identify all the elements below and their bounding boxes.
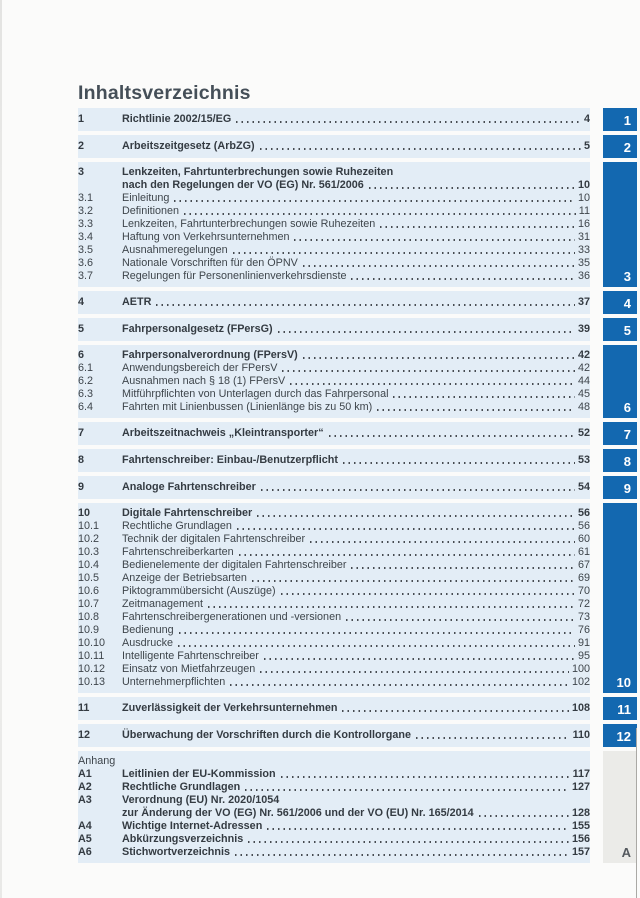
entry-number: 1 [78, 113, 85, 125]
entry-title: Regelungen für Personenlinienverkehrsdienste [122, 270, 347, 282]
entry-page: 5 [583, 140, 590, 152]
toc-block [78, 476, 590, 499]
toc-block [78, 697, 590, 720]
toc-entry [78, 140, 590, 153]
toc-line [78, 401, 590, 414]
toc-line [78, 218, 590, 231]
entry-page: 76 [577, 624, 590, 636]
dot-leader [260, 671, 569, 673]
chapter-tab: 8 [603, 449, 637, 472]
entry-number: 10.8 [78, 611, 100, 623]
entry-page: 16 [577, 218, 590, 230]
entry-title: Verordnung (EU) Nr. 2020/1054 [122, 794, 280, 806]
entry-page: 36 [577, 270, 590, 282]
dot-leader [393, 396, 575, 398]
entry-page: 91 [577, 637, 590, 649]
toc-block [78, 135, 590, 158]
entry-page: 157 [571, 846, 590, 858]
toc-line [78, 559, 590, 572]
toc-entry [78, 270, 590, 283]
toc-entry [78, 729, 590, 742]
toc-line [78, 585, 590, 598]
entry-number: 3.2 [78, 205, 94, 217]
entry-number: 10.7 [78, 598, 100, 610]
dot-leader [248, 841, 569, 843]
entry-page: 56 [577, 520, 590, 532]
dot-leader [346, 619, 575, 621]
entry-page: 72 [577, 598, 590, 610]
entry-number: A5 [78, 833, 92, 845]
toc-line [78, 598, 590, 611]
entry-title: Leitlinien der EU-Kommission [122, 768, 276, 780]
dot-leader [235, 854, 569, 856]
dot-leader [281, 776, 570, 778]
entry-page: 155 [571, 820, 590, 832]
entry-title: Einsatz von Mietfahrzeugen [122, 663, 256, 675]
toc-line [78, 257, 590, 270]
scan-edge-left [0, 0, 2, 898]
entry-page: 44 [577, 375, 590, 387]
toc-line [78, 846, 590, 859]
entry-title: Piktogrammübersicht (Auszüge) [122, 585, 276, 597]
entry-page: 95 [577, 650, 590, 662]
entry-page: 52 [577, 427, 590, 439]
entry-page: 10 [577, 179, 590, 191]
entry-title: Anzeige der Betriebsarten [122, 572, 247, 584]
toc-entry [78, 296, 590, 309]
chapter-tab: 5 [603, 318, 637, 341]
tab-rail [603, 0, 637, 898]
dot-leader [245, 789, 569, 791]
entry-title: Rechtliche Grundlagen [122, 781, 241, 793]
toc-entry [78, 820, 590, 833]
toc-entry [78, 650, 590, 663]
toc-line [78, 833, 590, 846]
entry-title: Nationale Vorschriften für den ÖPNV [122, 257, 298, 269]
toc-line [78, 231, 590, 244]
toc-line [78, 663, 590, 676]
entry-title: Fahrpersonalgesetz (FPersG) [122, 323, 273, 335]
entry-page: 45 [577, 388, 590, 400]
toc-block [78, 162, 590, 287]
toc-line [78, 296, 590, 309]
toc-line [78, 192, 590, 205]
toc-entry [78, 755, 590, 768]
entry-title: Unternehmerpflichten [122, 676, 226, 688]
entry-title: Arbeitszeitnachweis „Kleintransporter“ [122, 427, 324, 439]
dot-leader [260, 148, 581, 150]
toc-entry [78, 257, 590, 270]
toc-line [78, 729, 590, 742]
toc-line [78, 454, 590, 467]
toc-entry [78, 559, 590, 572]
toc-blocks [78, 108, 590, 867]
toc-entry [78, 572, 590, 585]
toc-line [78, 807, 590, 820]
dot-leader [267, 828, 569, 830]
toc-line [78, 349, 590, 362]
entry-title: Fahrpersonalverordnung (FPersV) [122, 349, 298, 361]
toc-entry [78, 585, 590, 598]
dot-leader [257, 515, 575, 517]
toc-entry [78, 520, 590, 533]
toc-entry [78, 205, 590, 218]
entry-title: Analoge Fahrtenschreiber [122, 481, 256, 493]
entry-number: 10.5 [78, 572, 100, 584]
toc-entry [78, 533, 590, 546]
dot-leader [174, 200, 575, 202]
dot-leader [179, 632, 575, 634]
dot-leader [416, 737, 570, 739]
entry-number: 10 [78, 507, 91, 519]
entry-title: Zeitmanagement [122, 598, 204, 610]
entry-number: 3.3 [78, 218, 94, 230]
toc-line [78, 427, 590, 440]
entry-page: 53 [577, 454, 590, 466]
entry-number: Anhang [78, 755, 116, 767]
dot-leader [237, 528, 575, 530]
toc-entry [78, 768, 590, 781]
toc-line [78, 166, 590, 179]
toc-entry [78, 218, 590, 231]
toc-entry [78, 388, 590, 401]
dot-leader [479, 815, 569, 817]
toc-line [78, 755, 590, 768]
toc-line [78, 113, 590, 126]
entry-title: Bedienelemente der digitalen Fahrtenschreiber [122, 559, 347, 571]
toc-line [78, 768, 590, 781]
chapter-tab: 6 [603, 345, 637, 418]
chapter-tab: 4 [603, 291, 637, 314]
entry-number: A2 [78, 781, 92, 793]
entry-title: Anwendungsbereich der FPersV [122, 362, 278, 374]
entry-number: 6.1 [78, 362, 94, 374]
entry-page: 42 [577, 362, 590, 374]
entry-title: nach den Regelungen der VO (EG) Nr. 561/2006 [122, 179, 364, 191]
entry-title: Stichwortverzeichnis [122, 846, 231, 858]
entry-title: Fahrtenschreiberkarten [122, 546, 234, 558]
toc-entry [78, 323, 590, 336]
dot-leader [156, 304, 575, 306]
entry-title: Lenkzeiten, Fahrtunterbrechungen sowie Ruhezeiten [122, 218, 376, 230]
entry-title: Technik der digitalen Fahrtenschreiber [122, 533, 306, 545]
toc-line [78, 650, 590, 663]
toc-line [78, 794, 590, 807]
entry-number: A1 [78, 768, 92, 780]
entry-number: 3.1 [78, 192, 94, 204]
dot-leader [239, 554, 575, 556]
entry-title: Rechtliche Grundlagen [122, 520, 232, 532]
entry-title: Digitale Fahrtenschreiber [122, 507, 253, 519]
entry-title: Überwachung der Vorschriften durch die Kontrollorgane [122, 729, 411, 741]
toc-entry [78, 598, 590, 611]
dot-leader [184, 213, 576, 215]
entry-page: 42 [577, 349, 590, 361]
entry-page: 100 [571, 663, 590, 675]
dot-leader [252, 580, 575, 582]
entry-page: 10 [577, 192, 590, 204]
entry-number: 11 [78, 702, 90, 714]
entry-title: Mitführpflichten von Unterlagen durch das Fahrpersonal [122, 388, 389, 400]
entry-number: 10.1 [78, 520, 100, 532]
entry-title: Abkürzungsverzeichnis [122, 833, 244, 845]
toc-line [78, 179, 590, 192]
toc-line [78, 140, 590, 153]
toc-entry [78, 611, 590, 624]
entry-number: 6.4 [78, 401, 94, 413]
chapter-tab: 12 [603, 724, 637, 747]
entry-title: Zuverlässigkeit der Verkehrsunternehmen [122, 702, 338, 714]
chapter-tab: 1 [603, 108, 637, 131]
toc-entry [78, 507, 590, 520]
entry-number: 10.9 [78, 624, 100, 636]
entry-title: Haftung von Verkehrsunternehmen [122, 231, 290, 243]
dot-leader [282, 370, 575, 372]
dot-leader [278, 331, 575, 333]
entry-number: 10.13 [78, 676, 106, 688]
toc-line [78, 611, 590, 624]
toc-entry [78, 231, 590, 244]
toc-entry [78, 624, 590, 637]
toc-line [78, 507, 590, 520]
toc-line [78, 781, 590, 794]
dot-leader [377, 409, 575, 411]
entry-title: Richtlinie 2002/15/EG [122, 113, 232, 125]
toc-line [78, 388, 590, 401]
dot-leader [281, 593, 575, 595]
toc-entry [78, 637, 590, 650]
entry-number: A3 [78, 794, 92, 806]
entry-title: Einleitung [122, 192, 170, 204]
entry-page: 70 [577, 585, 590, 597]
toc-line [78, 244, 590, 257]
entry-number: 9 [78, 481, 85, 493]
toc-line [78, 520, 590, 533]
dot-leader [310, 541, 575, 543]
toc-entry [78, 113, 590, 126]
toc-entry [78, 846, 590, 859]
dot-leader [233, 252, 575, 254]
entry-number: 3.6 [78, 257, 94, 269]
entry-number: 8 [78, 454, 85, 466]
toc-line [78, 546, 590, 559]
toc-block [78, 291, 590, 314]
entry-number: 6 [78, 349, 85, 361]
dot-leader [261, 489, 575, 491]
toc-line [78, 820, 590, 833]
toc-entry [78, 663, 590, 676]
entry-title: Ausnahmeregelungen [122, 244, 228, 256]
scan-edge-right [636, 728, 637, 898]
entry-page: 4 [583, 113, 590, 125]
entry-number: 10.12 [78, 663, 106, 675]
entry-number: 10.6 [78, 585, 100, 597]
entry-page: 11 [578, 205, 590, 217]
entry-title: Ausnahmen nach § 18 (1) FPersV [122, 375, 286, 387]
entry-number: 12 [78, 729, 91, 741]
dot-leader [230, 684, 569, 686]
entry-page: 37 [577, 296, 590, 308]
chapter-tab: 11 [603, 697, 637, 720]
toc-line [78, 702, 590, 715]
entry-page: 48 [577, 401, 590, 413]
toc-block [78, 345, 590, 418]
chapter-tab: A [603, 751, 637, 863]
toc-line [78, 205, 590, 218]
entry-page: 35 [577, 257, 590, 269]
toc-entry [78, 401, 590, 414]
toc-entry [78, 781, 590, 794]
dot-leader [178, 645, 575, 647]
toc-entry [78, 833, 590, 846]
entry-page: 156 [571, 833, 590, 845]
toc-line [78, 533, 590, 546]
toc-line [78, 270, 590, 283]
entry-title: AETR [122, 296, 152, 308]
entry-page: 128 [571, 807, 590, 819]
dot-leader [351, 567, 575, 569]
toc-block [78, 503, 590, 693]
chapter-tab: 9 [603, 476, 637, 499]
entry-page: 61 [577, 546, 590, 558]
toc-entry [78, 375, 590, 388]
entry-title: Fahrten mit Linienbussen (Linienlänge bis zu 50 km) [122, 401, 373, 413]
entry-title: Arbeitszeitgesetz (ArbZG) [122, 140, 255, 152]
entry-page: 108 [571, 702, 590, 714]
dot-leader [264, 658, 575, 660]
toc-entry [78, 362, 590, 375]
dot-leader [351, 278, 575, 280]
entry-number: A4 [78, 820, 92, 832]
toc-line [78, 323, 590, 336]
toc-line [78, 637, 590, 650]
toc-entry [78, 454, 590, 467]
chapter-tab: 10 [603, 503, 637, 693]
entry-number: 10.3 [78, 546, 100, 558]
chapter-tab: 7 [603, 422, 637, 445]
entry-number: 10.11 [78, 650, 105, 662]
entry-title: Definitionen [122, 205, 180, 217]
chapter-tab: 3 [603, 162, 637, 287]
entry-number: 4 [78, 296, 85, 308]
entry-page: 67 [577, 559, 590, 571]
entry-page: 54 [577, 481, 590, 493]
entry-number: A6 [78, 846, 92, 858]
entry-title: Wichtige Internet-Adressen [122, 820, 263, 832]
dot-leader [342, 710, 569, 712]
entry-page: 39 [577, 323, 590, 335]
entry-page: 73 [577, 611, 590, 623]
entry-number: 2 [78, 140, 85, 152]
toc-entry [78, 166, 590, 192]
dot-leader [236, 121, 581, 123]
chapter-tab: 2 [603, 135, 637, 158]
entry-page: 56 [577, 507, 590, 519]
entry-page: 60 [577, 533, 590, 545]
entry-title: Fahrtenschreibergenerationen und -versionen [122, 611, 342, 623]
entry-title: Ausdrucke [122, 637, 174, 649]
toc-block [78, 724, 590, 747]
toc-line [78, 572, 590, 585]
dot-leader [380, 226, 575, 228]
entry-page: 110 [572, 729, 590, 741]
dot-leader [343, 462, 575, 464]
toc-block [78, 422, 590, 445]
toc-entry [78, 427, 590, 440]
entry-number: 3.5 [78, 244, 94, 256]
entry-number: 3 [78, 166, 85, 178]
toc-line [78, 362, 590, 375]
toc-entry [78, 546, 590, 559]
entry-title: Lenkzeiten, Fahrtunterbrechungen sowie Ruhezeiten [122, 166, 394, 178]
entry-number: 6.2 [78, 375, 94, 387]
toc-entry [78, 192, 590, 205]
dot-leader [303, 265, 575, 267]
page-title: Inhaltsverzeichnis [78, 82, 251, 104]
entry-title: Intelligente Fahrtenschreiber [122, 650, 259, 662]
toc-block [78, 108, 590, 131]
toc-entry [78, 676, 590, 689]
dot-leader [369, 187, 575, 189]
toc-line [78, 375, 590, 388]
toc-entry [78, 349, 590, 362]
toc-line [78, 481, 590, 494]
entry-page: 31 [577, 231, 590, 243]
entry-number: 7 [78, 427, 85, 439]
entry-page: 127 [571, 781, 590, 793]
dot-leader [303, 357, 575, 359]
toc-block [78, 751, 590, 863]
toc-line [78, 676, 590, 689]
entry-title: zur Änderung der VO (EG) Nr. 561/2006 und der VO (EU) Nr. 165/2014 [122, 807, 474, 819]
entry-number: 5 [78, 323, 85, 335]
dot-leader [294, 239, 575, 241]
toc-entry [78, 794, 590, 820]
entry-title: Bedienung [122, 624, 174, 636]
dot-leader [208, 606, 575, 608]
toc-line [78, 624, 590, 637]
entry-page: 117 [572, 768, 590, 780]
entry-number: 10.4 [78, 559, 100, 571]
toc-entry [78, 481, 590, 494]
entry-number: 3.4 [78, 231, 94, 243]
entry-number: 10.10 [78, 637, 106, 649]
dot-leader [290, 383, 575, 385]
entry-page: 69 [577, 572, 590, 584]
toc-block [78, 318, 590, 341]
toc-entry [78, 702, 590, 715]
dot-leader [329, 435, 575, 437]
entry-number: 6.3 [78, 388, 94, 400]
entry-number: 3.7 [78, 270, 94, 282]
toc-block [78, 449, 590, 472]
entry-page: 102 [571, 676, 590, 688]
entry-title: Fahrtenschreiber: Einbau-/Benutzerpflicht [122, 454, 338, 466]
entry-number: 10.2 [78, 533, 100, 545]
toc-entry [78, 244, 590, 257]
entry-page: 33 [577, 244, 590, 256]
